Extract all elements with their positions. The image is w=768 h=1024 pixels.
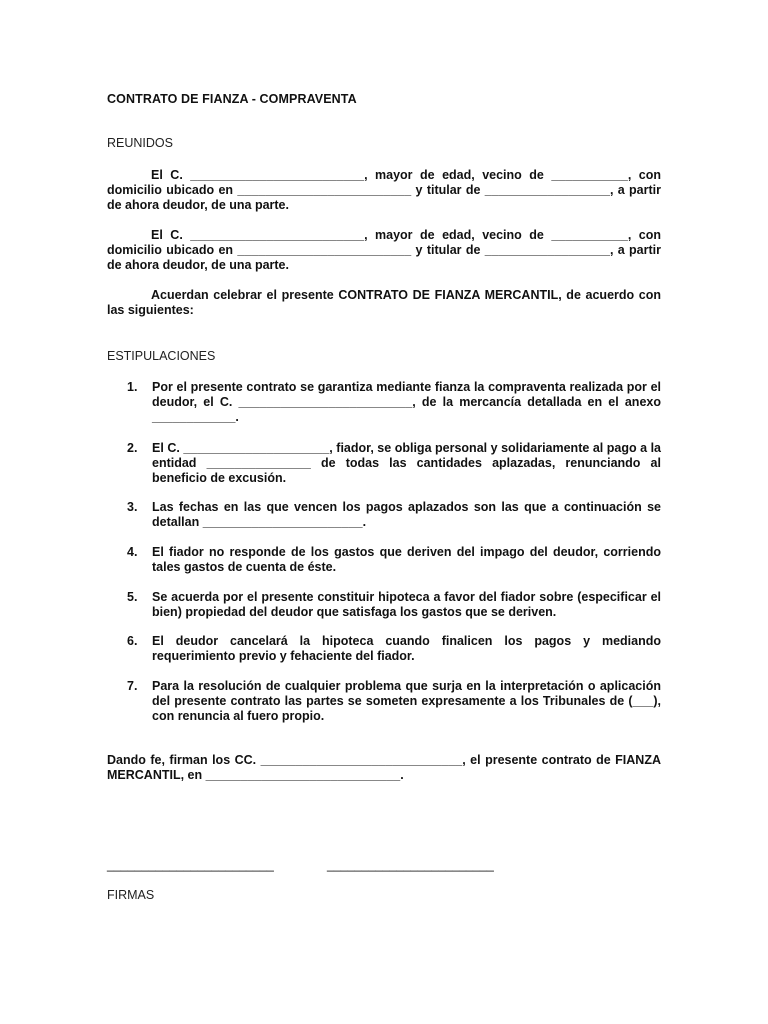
list-item-number: 3. [127,500,138,514]
list-item-text: Para la resolución de cualquier problema que surja en la interpretación o aplicación del presente contrato las partes se someten expresamente a los Tribunales de (___), con renuncia al fuero propio. [152,679,661,723]
list-item-text: Se acuerda por el presente constituir hipoteca a favor del fiador sobre (especificar el bien) propiedad del deudor que satisfaga los gastos que se deriven. [152,590,661,619]
party-1-paragraph: El C. _________________________, mayor de edad, vecino de ___________, con domicilio ubicado en _________________________ y titular de __________________, a partir de ahora deudor, de una parte. [107,168,661,212]
list-item-text: Las fechas en las que vencen los pagos aplazados son las que a continuación se detallan _______________________. [152,500,661,529]
list-item-text: El deudor cancelará la hipoteca cuando finalicen los pagos y mediando requerimiento previo y fehaciente del fiador. [152,634,661,663]
reunidos-heading: REUNIDOS [107,136,173,150]
list-item-number: 4. [127,545,138,559]
list-item-number: 5. [127,590,138,604]
list-item-number: 7. [127,679,138,693]
list-item-number: 2. [127,441,138,455]
signature-line-2: ________________________ [327,858,494,872]
list-item-number: 6. [127,634,138,648]
list-item-number: 1. [127,380,138,394]
list-item-text: El fiador no responde de los gastos que deriven del impago del deudor, corriendo tales gastos de cuenta de éste. [152,545,661,574]
agreement-paragraph: Acuerdan celebrar el presente CONTRATO DE FIANZA MERCANTIL, de acuerdo con las siguientes: [107,288,661,317]
closing-paragraph: Dando fe, firman los CC. _____________________________, el presente contrato de FIANZA MERCANTIL, en ____________________________. [107,753,661,782]
document-page [107,0,661,1024]
signature-line-1: ________________________ [107,858,274,872]
document-title: CONTRATO DE FIANZA - COMPRAVENTA [107,92,357,106]
list-item-text: El C. _____________________, fiador, se obliga personal y solidariamente al pago a la entidad _______________ de todas las cantidades aplazadas, renunciando al beneficio de excusión. [152,441,661,485]
estipulaciones-heading: ESTIPULACIONES [107,349,216,363]
party-2-paragraph: El C. _________________________, mayor de edad, vecino de ___________, con domicilio ubicado en _________________________ y titular de __________________, a partir de ahora deudor, de una parte. [107,228,661,272]
list-item-text: Por el presente contrato se garantiza mediante fianza la compraventa realizada por el deudor, el C. _________________________, de la mercancía detallada en el anexo ____________. [152,380,661,424]
firmas-heading: FIRMAS [107,888,155,902]
